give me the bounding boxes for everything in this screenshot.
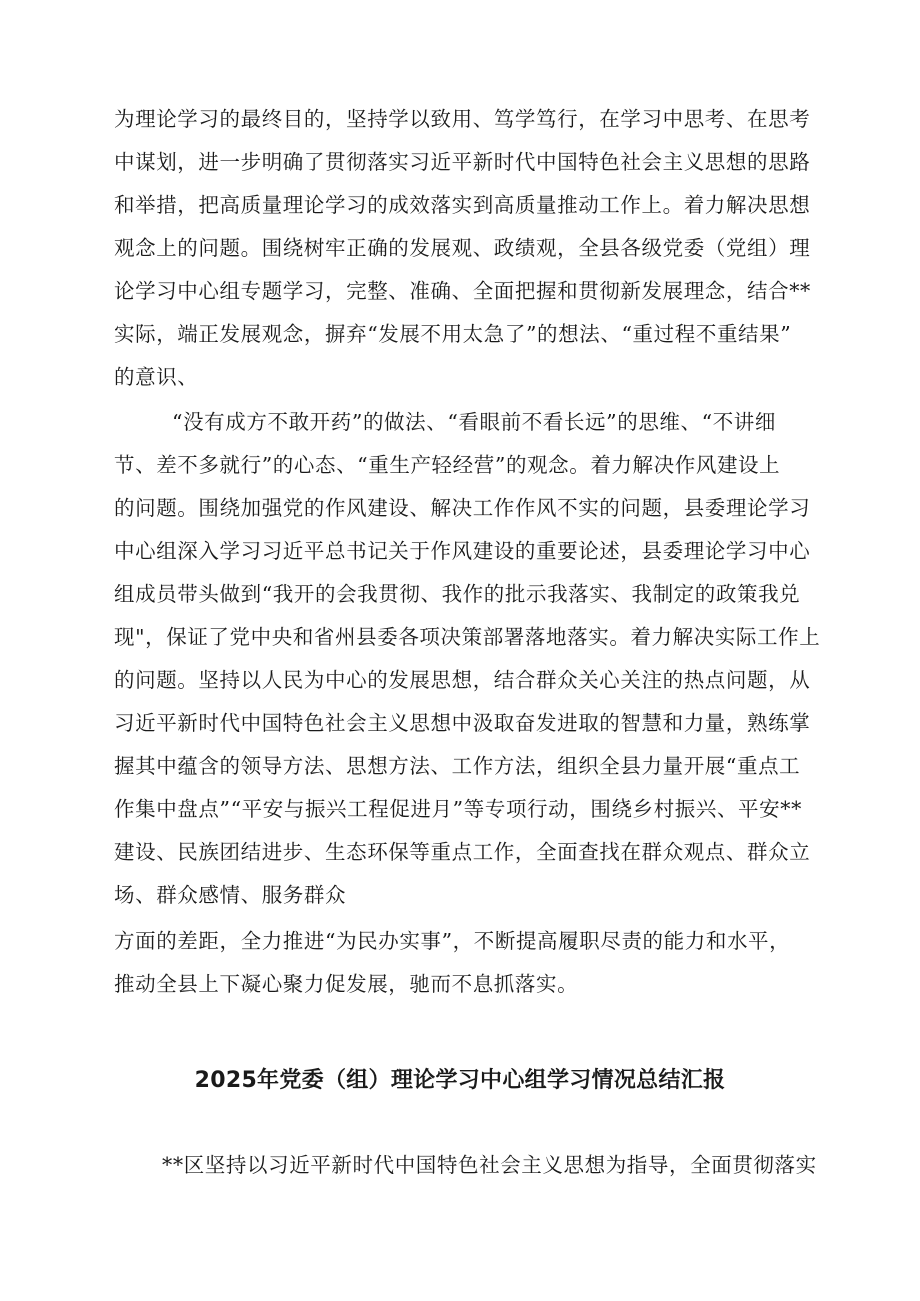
text-line: 中心组深入学习习近平总书记关于作风建设的重要论述，县委理论学习中心 bbox=[114, 539, 811, 563]
text-line: 现"，保证了党中央和省州县委各项决策部署落地落实。着力解决实际工作上 bbox=[114, 625, 821, 649]
text-line: 方面的差距，全力推进“为民办实事”，不断提高履职尽责的能力和水平， bbox=[114, 929, 791, 953]
text-line: 建设、民族团结进步、生态环保等重点工作，全面查找在群众观点、群众立 bbox=[114, 840, 811, 864]
text-line: 组成员带头做到“我开的会我贯彻、我作的批示我落实、我制定的政策我兑 bbox=[114, 582, 801, 606]
text-line: 为理论学习的最终目的，坚持学以致用、笃学笃行，在学习中思考、在思考 bbox=[114, 107, 811, 131]
text-line: 中谋划，进一步明确了贯彻落实习近平新时代中国特色社会主义思想的思路 bbox=[114, 150, 811, 174]
paragraph-first-line: **区坚持以习近平新时代中国特色社会主义思想为指导，全面贯彻落实 bbox=[162, 1153, 817, 1177]
text-line: 推动全县上下凝心聚力促发展，驰而不息抓落实。 bbox=[114, 972, 579, 996]
text-line: 观念上的问题。围绕树牢正确的发展观、政绩观，全县各级党委（党组）理 bbox=[114, 236, 811, 260]
text-line: 论学习中心组专题学习，完整、准确、全面把握和贯彻新发展理念，结合** bbox=[114, 279, 811, 303]
text-line: 作集中盘点”“平安与振兴工程促进月”等专项行动，围绕乡村振兴、平安** bbox=[114, 797, 802, 821]
paragraph-first-line: “没有成方不敢开药”的做法、“看眼前不看长远”的思维、“不讲细 bbox=[172, 410, 776, 434]
text-line: 实际，端正发展观念，摒弃“发展不用太急了”的想法、“重过程不重结果” bbox=[114, 322, 792, 346]
text-line: 节、差不多就行”的心态、“重生产轻经营”的观念。着力解决作风建设上 bbox=[114, 453, 781, 477]
text-line: 习近平新时代中国特色社会主义思想中汲取奋发进取的智慧和力量，熟练掌 bbox=[114, 711, 811, 735]
text-line: 和举措，把高质量理论学习的成效落实到高质量推动工作上。着力解决思想 bbox=[114, 193, 811, 217]
text-line: 的问题。坚持以人民为中心的发展思想，结合群众关心关注的热点问题，从 bbox=[114, 668, 811, 692]
text-line: 的问题。围绕加强党的作风建设、解决工作作风不实的问题，县委理论学习 bbox=[114, 496, 811, 520]
text-line: 握其中蕴含的领导方法、思想方法、工作方法，组织全县力量开展“重点工 bbox=[114, 754, 801, 778]
text-line: 场、群众感情、服务群众 bbox=[114, 883, 347, 907]
section-title: 2025年党委（组）理论学习中心组学习情况总结汇报 bbox=[194, 1068, 726, 1093]
text-line: 的意识、 bbox=[114, 365, 199, 389]
